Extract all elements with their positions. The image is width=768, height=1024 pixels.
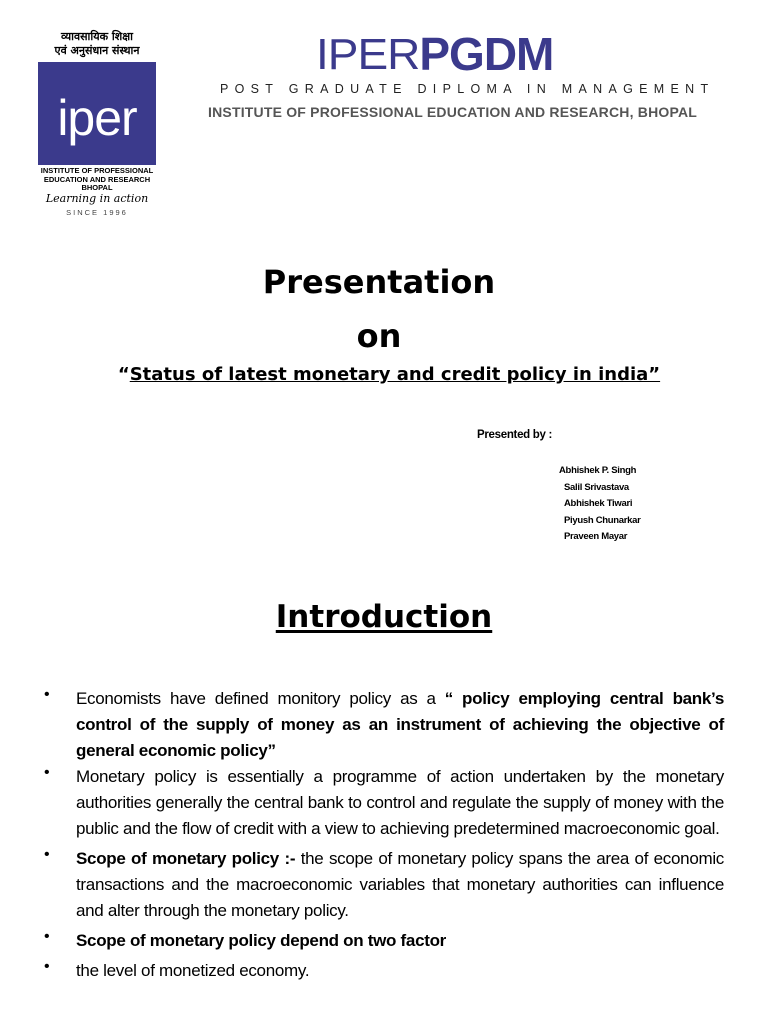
- logo-tagline: Learning in action: [45, 192, 149, 205]
- logo-hindi-line2: एवं अनुसंधान संस्थान: [54, 44, 140, 57]
- bullet-text-normal: the level of monetized economy.: [76, 961, 310, 980]
- introduction-bullet-list: [40, 686, 724, 984]
- brand-wordmark: [316, 28, 554, 80]
- logo-sub-line3: BHOPAL: [81, 183, 113, 192]
- bullet-item: [40, 764, 724, 842]
- bullet-text: [76, 958, 724, 984]
- bullet-item: [40, 958, 724, 984]
- institute-name: INSTITUTE OF PROFESSIONAL EDUCATION AND RESEARCH, BHOPAL: [208, 104, 698, 120]
- bullet-dot-icon: •: [44, 846, 50, 863]
- program-name: POST GRADUATE DIPLOMA IN MANAGEMENT: [220, 82, 715, 96]
- logo-sub-line1: INSTITUTE OF PROFESSIONAL: [40, 166, 154, 175]
- brand-light-text: IPER: [316, 29, 420, 79]
- presenter-name: Abhishek P. Singh: [559, 465, 637, 476]
- presenter-name: Piyush Chunarkar: [564, 514, 641, 526]
- bullet-text-bold: “ policy employing central bank’s control of the supply of money as an instrument of achieving the objective of general economic policy”: [76, 689, 724, 760]
- presentation-subtitle: [0, 362, 768, 388]
- bullet-dot-icon: •: [44, 958, 50, 975]
- bullet-text: [76, 846, 724, 924]
- bullet-text: [76, 764, 724, 842]
- bullet-text: [76, 686, 724, 764]
- bullet-text: [76, 928, 724, 954]
- bullet-text-normal: Economists have defined monitory policy as a: [76, 689, 445, 708]
- bullet-text-normal: the scope of monetary policy spans the area of economic transactions and the macroeconomic variables that monetary authorities can influence and alter through the monetary policy.: [76, 849, 725, 920]
- bullet-item: [40, 928, 724, 954]
- bullet-dot-icon: •: [44, 928, 50, 945]
- bullet-dot-icon: •: [44, 764, 50, 781]
- bullet-text-bold: Scope of monetary policy :-: [76, 849, 301, 868]
- subtitle-open-quote: “: [117, 364, 130, 385]
- bullet-item: [40, 686, 724, 764]
- logo-hindi-line1: व्यावसायिक शिक्षा: [61, 30, 133, 43]
- bullet-dot-icon: •: [44, 686, 50, 703]
- title-line1: Presentation: [262, 263, 496, 301]
- bullet-text-bold: Scope of monetary policy depend on two factor: [76, 931, 446, 950]
- presenter-name: Abhishek Tiwari: [564, 498, 633, 509]
- brand-bold-text: PGDM: [419, 28, 554, 80]
- presented-by-label: Presented by :: [477, 429, 553, 441]
- title-line2: on: [356, 317, 402, 355]
- logo-since: SINCE 1996: [66, 208, 128, 217]
- introduction-heading: Introduction: [275, 599, 493, 635]
- bullet-item: [40, 846, 724, 924]
- presenter-name: Praveen Mayar: [564, 531, 628, 542]
- bullet-text-normal: Monetary policy is essentially a programme of action undertaken by the monetary authorities generally the central bank to control and regulate the supply of money with the public and the flow of credit with a view to achieving predetermined macroeconomic goal.: [76, 767, 724, 838]
- logo-sub-line2: EDUCATION AND RESEARCH: [43, 174, 151, 184]
- logo-mark: iper: [57, 90, 137, 146]
- subtitle-text: Status of latest monetary and credit policy in india”: [129, 364, 661, 385]
- presenter-name: Salil Srivastava: [564, 481, 629, 493]
- iper-logo: [38, 62, 156, 165]
